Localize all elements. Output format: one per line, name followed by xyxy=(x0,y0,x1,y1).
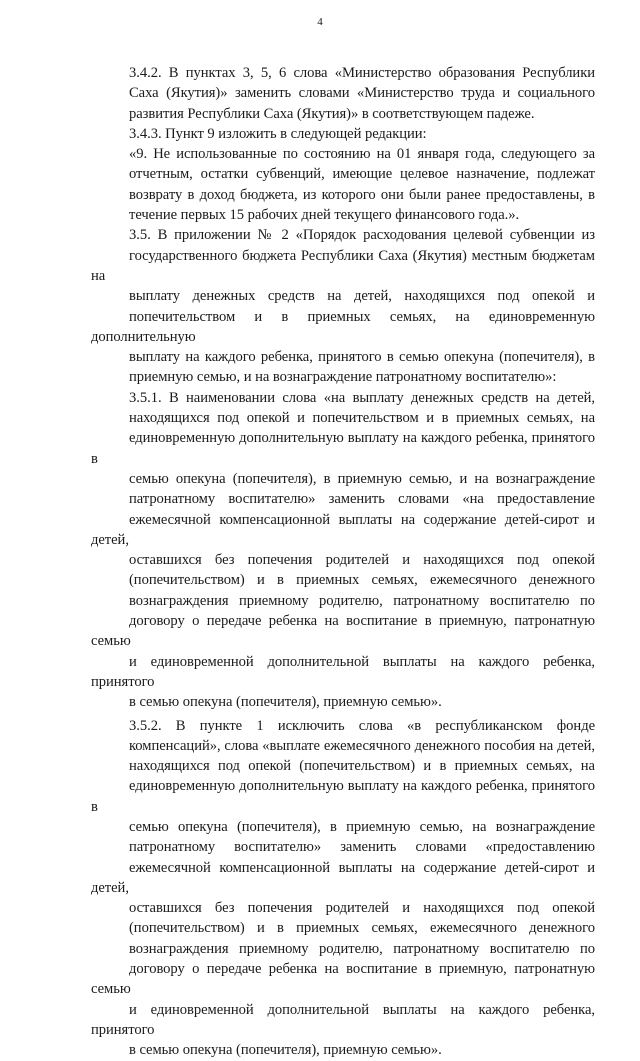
text-line: 3.5. В приложении № 2 «Порядок расходования целевой субвенции из xyxy=(129,227,595,244)
text-line: единовременную дополнительную выплату на каждого ребенка, принятого в xyxy=(91,778,595,815)
text-line: оставшихся без попечения родителей и находящихся под опекой xyxy=(129,900,595,917)
text-line: возврату в доход бюджета, из которого они были ранее предоставлены, в xyxy=(129,186,595,203)
paragraph-3-5-1 xyxy=(91,388,595,713)
text-line: единовременную дополнительную выплату на каждого ребенка, принятого в xyxy=(91,430,595,467)
text-line: и единовременной дополнительной выплаты на каждого ребенка, принятого xyxy=(91,653,595,690)
text-line: (попечительством) и в приемных семьях, ежемесячного денежного xyxy=(129,920,595,937)
text-line: находящихся под опекой (попечительством) и в приемных семьях, на xyxy=(129,758,595,775)
text-line: вознаграждения приемному родителю, патронатному воспитателю по xyxy=(129,592,595,609)
text-line: оставшихся без попечения родителей и находящихся под опекой xyxy=(129,552,595,569)
text-line: 3.4.2. В пунктах 3, 5, 6 слова «Министерство образования Республики xyxy=(129,65,595,81)
text-line: приемную семью, и на вознаграждение патронатному воспитателю»: xyxy=(129,369,557,386)
text-line: государственного бюджета Республики Саха (Якутия) местным бюджетам на xyxy=(91,247,595,284)
paragraph-3-4-2 xyxy=(91,63,595,124)
text-line: находящихся под опекой и попечительством и в приемных семьях, на xyxy=(129,410,595,427)
text-line: (попечительством) и в приемных семьях, ежемесячного денежного xyxy=(129,572,595,589)
text-line: «9. Не использованные по состоянию на 01 января года, следующего за xyxy=(129,146,595,163)
text-line: компенсаций», слова «выплате ежемесячного денежного пособия на детей, xyxy=(129,737,595,754)
text-line: вознаграждения приемному родителю, патронатному воспитателю по xyxy=(129,940,595,957)
text-line: в семью опекуна (попечителя), приемную семью». xyxy=(129,694,442,711)
text-line: договору о передаче ребенка на воспитание в приемную, патронатную семью xyxy=(91,961,595,998)
text-line: выплату денежных средств на детей, находящихся под опекой и xyxy=(129,288,595,305)
text-line: семью опекуна (попечителя), в приемную семью, на вознаграждение xyxy=(129,818,595,835)
text-line: 3.5.1. В наименовании слова «на выплату денежных средств на детей, xyxy=(129,389,595,406)
text-line: Саха (Якутия)» заменить словами «Министерство труда и социального xyxy=(129,85,595,102)
text-line: 3.5.2. В пункте 1 исключить слова «в республиканском фонде xyxy=(129,717,595,734)
text-line: патронатному воспитателю» заменить словами «предоставлению xyxy=(129,839,595,856)
text-line: в семью опекуна (попечителя), приемную семью». xyxy=(129,1042,442,1059)
text-line: договору о передаче ребенка на воспитание в приемную, патронатную семью xyxy=(91,613,595,650)
page-number: 4 xyxy=(317,16,323,28)
text-line: попечительством и в приемных семьях, на единовременную дополнительную xyxy=(91,308,595,345)
text-line: ежемесячной компенсационной выплаты на содержание детей-сирот и детей, xyxy=(91,859,595,896)
text-line: отчетным, остатки субвенций, имеющие целевое назначение, подлежат xyxy=(129,166,595,183)
paragraph-point-9 xyxy=(91,144,595,225)
text-line: семью опекуна (попечителя), в приемную семью, и на вознаграждение xyxy=(129,470,595,487)
text-line: патронатному воспитателю» заменить словами «на предоставление xyxy=(129,491,595,508)
paragraph-3-4-3 xyxy=(91,124,595,144)
paragraph-3-5 xyxy=(91,225,595,387)
text-line: выплату на каждого ребенка, принятого в семью опекуна (попечителя), в xyxy=(129,349,595,366)
document-body xyxy=(91,63,595,1061)
paragraph-3-5-2 xyxy=(91,716,595,1061)
text-line: 3.4.3. Пункт 9 изложить в следующей редакции: xyxy=(129,125,427,142)
text-line: ежемесячной компенсационной выплаты на содержание детей-сирот и детей, xyxy=(91,511,595,548)
text-line: и единовременной дополнительной выплаты на каждого ребенка, принятого xyxy=(91,1001,595,1038)
text-line: развития Республики Саха (Якутия)» в соответствующем падеже. xyxy=(129,105,535,122)
text-line: течение первых 15 рабочих дней текущего финансового года.». xyxy=(129,207,520,224)
